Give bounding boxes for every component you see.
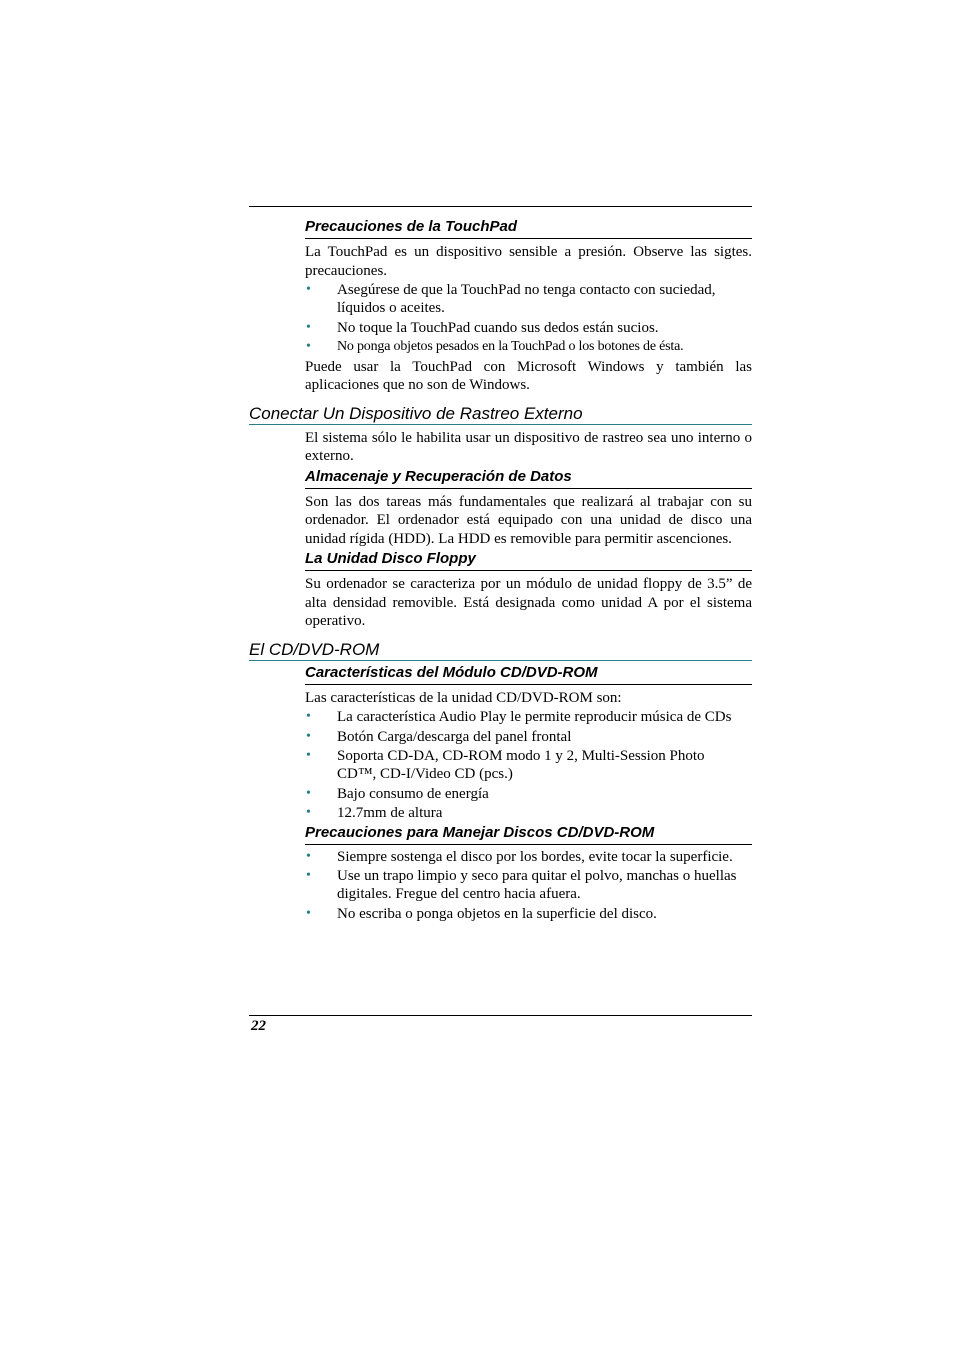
list-item: • Botón Carga/descarga del panel frontal xyxy=(306,728,572,745)
external-text: El sistema sólo le habilita usar un dispositivo de rastreo sea uno interno o externo. xyxy=(305,429,752,464)
bullet-icon: • xyxy=(306,868,311,883)
external-section xyxy=(249,404,752,466)
list-item: • 12.7mm de altura xyxy=(306,805,443,821)
header-rule xyxy=(249,206,752,207)
floppy-section xyxy=(305,550,752,631)
features-intro: Las características de la unidad CD/DVD-ROM son: xyxy=(305,689,622,706)
handling-heading: Precauciones para Manejar Discos CD/DVD-ROM xyxy=(305,824,752,845)
cdrom-section xyxy=(249,640,752,661)
features-heading: Características del Módulo CD/DVD-ROM xyxy=(305,664,752,685)
external-heading: Conectar Un Dispositivo de Rastreo Externo xyxy=(249,404,752,425)
list-item: • Bajo consumo de energía xyxy=(306,785,489,802)
touchpad-intro: La TouchPad es un dispositivo sensible a presión. Observe las sigtes. precauciones. xyxy=(305,244,752,279)
page-content xyxy=(249,208,752,924)
bullet-icon: • xyxy=(306,282,311,297)
storage-section xyxy=(305,468,752,549)
handling-bullet-list xyxy=(305,848,752,923)
handling-section xyxy=(305,824,752,923)
bullet-icon: • xyxy=(306,905,311,921)
bullet-icon: • xyxy=(306,709,311,724)
list-item: • No escriba o ponga objetos en la superficie del disco. xyxy=(306,905,657,922)
list-item: • No ponga objetos pesados en la TouchPad o los botones de ésta. xyxy=(306,339,684,354)
floppy-text: Su ordenador se caracteriza por un módulo de unidad floppy de 3.5” de alta densidad removible. Está designada como unidad A por el sistema operativo. xyxy=(305,576,752,629)
list-item: • Siempre sostenga el disco por los bordes, evite tocar la superficie. xyxy=(306,848,733,865)
list-item: • Asegúrese de que la TouchPad no tenga contacto con suciedad, líquidos o aceites. xyxy=(306,282,716,316)
features-bullet-list xyxy=(305,708,752,822)
list-item: • Use un trapo limpio y seco para quitar el polvo, manchas o huellas digitales. Fregue del centro hacia afuera. xyxy=(306,868,737,902)
list-item: • La característica Audio Play le permite reproducir música de CDs xyxy=(306,709,732,725)
footer-rule xyxy=(249,1015,752,1016)
cdrom-heading: El CD/DVD-ROM xyxy=(249,640,752,661)
bullet-icon: • xyxy=(306,339,311,354)
features-section xyxy=(305,664,752,823)
touchpad-bullet-list xyxy=(305,281,752,356)
touchpad-heading: Precauciones de la TouchPad xyxy=(305,218,752,239)
bullet-icon: • xyxy=(306,805,311,820)
bullet-icon: • xyxy=(306,319,311,335)
bullet-icon: • xyxy=(306,728,311,744)
storage-text: Son las dos tareas más fundamentales que realizará al trabajar con su ordenador. El ordenador está equipado con una unidad de disco una unidad rígida (HDD). La HDD es removible para permitir ascenciones. xyxy=(305,493,752,547)
touchpad-section xyxy=(305,218,752,395)
touchpad-outro: Puede usar la TouchPad con Microsoft Windows y también las aplicaciones que no son de Windows. xyxy=(305,358,752,393)
page-number: 22 xyxy=(251,1018,266,1034)
bullet-icon: • xyxy=(306,785,311,801)
bullet-icon: • xyxy=(306,848,311,864)
storage-heading: Almacenaje y Recuperación de Datos xyxy=(305,468,752,489)
list-item: • Soporta CD-DA, CD-ROM modo 1 y 2, Multi-Session Photo CD™, CD-I/Video CD (pcs.) xyxy=(306,748,705,782)
external-body xyxy=(305,429,752,466)
floppy-heading: La Unidad Disco Floppy xyxy=(305,550,752,571)
bullet-icon: • xyxy=(306,748,311,763)
list-item: • No toque la TouchPad cuando sus dedos están sucios. xyxy=(306,319,659,336)
